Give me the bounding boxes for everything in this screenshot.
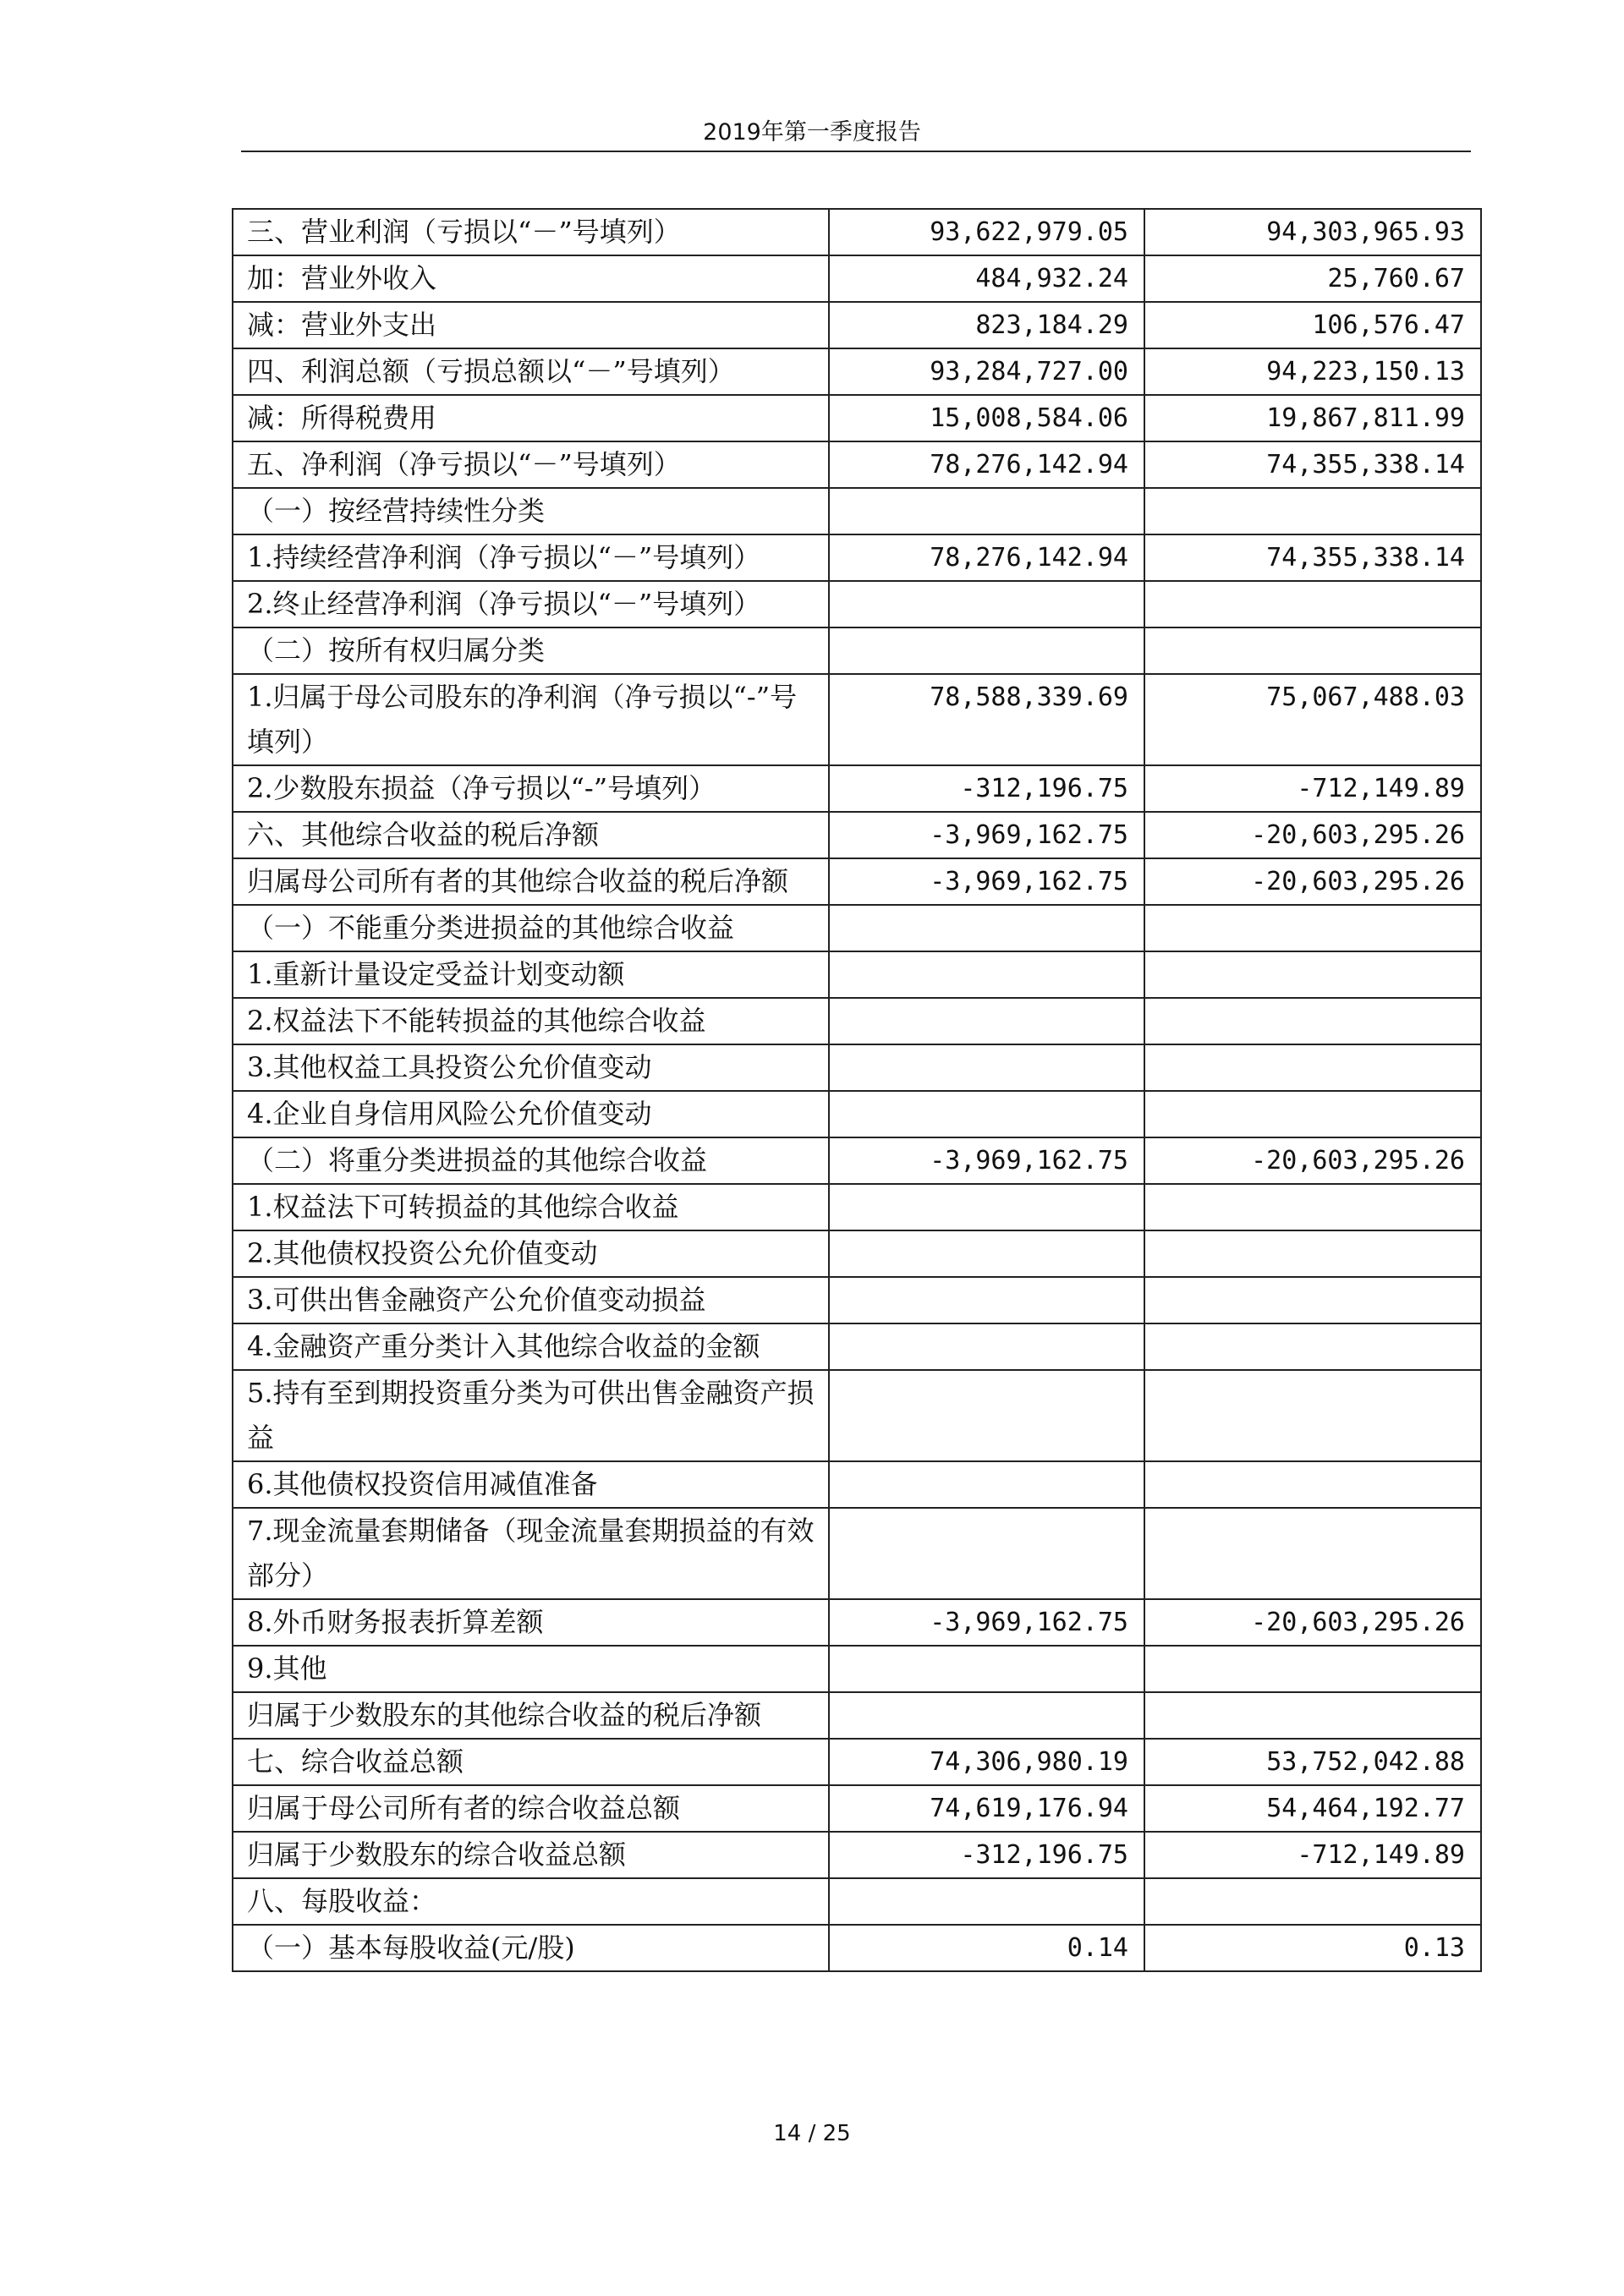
current-period-value xyxy=(829,1508,1144,1599)
table-row xyxy=(233,1277,1481,1323)
table-row xyxy=(233,951,1481,998)
row-label: 3.其他权益工具投资公允价值变动 xyxy=(233,1044,829,1091)
income-statement-table xyxy=(232,208,1482,1972)
row-label: 减：所得税费用 xyxy=(233,395,829,441)
row-label: 归属于少数股东的其他综合收益的税后净额 xyxy=(233,1692,829,1739)
row-label: 2.终止经营净利润（净亏损以“－”号填列） xyxy=(233,581,829,627)
prior-period-value xyxy=(1144,488,1481,534)
current-period-value xyxy=(829,1277,1144,1323)
row-label: 5.持有至到期投资重分类为可供出售金融资产损益 xyxy=(233,1370,829,1461)
table-row xyxy=(233,674,1481,765)
table-row xyxy=(233,534,1481,581)
prior-period-value xyxy=(1144,951,1481,998)
row-label: 2.其他债权投资公允价值变动 xyxy=(233,1230,829,1277)
current-period-value xyxy=(829,1646,1144,1692)
page-number: 14 / 25 xyxy=(773,2121,851,2146)
table-row xyxy=(233,858,1481,905)
prior-period-value: 19,867,811.99 xyxy=(1144,395,1481,441)
current-period-value xyxy=(829,1461,1144,1508)
row-label: 8.外币财务报表折算差额 xyxy=(233,1599,829,1646)
row-label: 归属母公司所有者的其他综合收益的税后净额 xyxy=(233,858,829,905)
row-label: 归属于少数股东的综合收益总额 xyxy=(233,1832,829,1878)
table-row xyxy=(233,1184,1481,1230)
current-period-value xyxy=(829,581,1144,627)
prior-period-value xyxy=(1144,1091,1481,1137)
current-period-value: 78,588,339.69 xyxy=(829,674,1144,765)
table-row xyxy=(233,1646,1481,1692)
table-row xyxy=(233,395,1481,441)
prior-period-value: -20,603,295.26 xyxy=(1144,1137,1481,1184)
current-period-value xyxy=(829,1878,1144,1925)
prior-period-value: -20,603,295.26 xyxy=(1144,812,1481,858)
current-period-value xyxy=(829,1044,1144,1091)
row-label: 四、利润总额（亏损总额以“－”号填列） xyxy=(233,348,829,395)
current-period-value: 78,276,142.94 xyxy=(829,534,1144,581)
prior-period-value xyxy=(1144,1692,1481,1739)
prior-period-value: 74,355,338.14 xyxy=(1144,534,1481,581)
prior-period-value xyxy=(1144,905,1481,951)
prior-period-value xyxy=(1144,998,1481,1044)
prior-period-value: -712,149.89 xyxy=(1144,1832,1481,1878)
table-row xyxy=(233,255,1481,302)
row-label: 1.持续经营净利润（净亏损以“－”号填列） xyxy=(233,534,829,581)
table-row xyxy=(233,348,1481,395)
page-header-title: 2019年第一季度报告 xyxy=(703,119,921,145)
current-period-value: 74,306,980.19 xyxy=(829,1739,1144,1785)
current-period-value xyxy=(829,1230,1144,1277)
table-row xyxy=(233,1370,1481,1461)
header-rule xyxy=(241,151,1471,152)
current-period-value xyxy=(829,627,1144,674)
row-label: （一）基本每股收益(元/股) xyxy=(233,1925,829,1971)
table-row xyxy=(233,1832,1481,1878)
prior-period-value: 94,303,965.93 xyxy=(1144,209,1481,255)
prior-period-value xyxy=(1144,1230,1481,1277)
table-row xyxy=(233,905,1481,951)
current-period-value: 15,008,584.06 xyxy=(829,395,1144,441)
table-row xyxy=(233,812,1481,858)
row-label: 6.其他债权投资信用减值准备 xyxy=(233,1461,829,1508)
prior-period-value: 106,576.47 xyxy=(1144,302,1481,348)
row-label: 4.金融资产重分类计入其他综合收益的金额 xyxy=(233,1323,829,1370)
row-label: 1.归属于母公司股东的净利润（净亏损以“-”号填列） xyxy=(233,674,829,765)
current-period-value: 0.14 xyxy=(829,1925,1144,1971)
table-row xyxy=(233,488,1481,534)
prior-period-value xyxy=(1144,627,1481,674)
row-label: 9.其他 xyxy=(233,1646,829,1692)
table-row xyxy=(233,1137,1481,1184)
current-period-value: 484,932.24 xyxy=(829,255,1144,302)
row-label: 2.少数股东损益（净亏损以“-”号填列） xyxy=(233,765,829,812)
row-label: （二）将重分类进损益的其他综合收益 xyxy=(233,1137,829,1184)
prior-period-value: 0.13 xyxy=(1144,1925,1481,1971)
prior-period-value: -20,603,295.26 xyxy=(1144,1599,1481,1646)
row-label: 1.重新计量设定受益计划变动额 xyxy=(233,951,829,998)
row-label: （一）按经营持续性分类 xyxy=(233,488,829,534)
current-period-value: 93,284,727.00 xyxy=(829,348,1144,395)
prior-period-value xyxy=(1144,1878,1481,1925)
table-row xyxy=(233,302,1481,348)
current-period-value xyxy=(829,1370,1144,1461)
prior-period-value: -20,603,295.26 xyxy=(1144,858,1481,905)
table-row xyxy=(233,1599,1481,1646)
row-label: （一）不能重分类进损益的其他综合收益 xyxy=(233,905,829,951)
current-period-value: -312,196.75 xyxy=(829,1832,1144,1878)
current-period-value: 93,622,979.05 xyxy=(829,209,1144,255)
row-label: 六、其他综合收益的税后净额 xyxy=(233,812,829,858)
prior-period-value: 74,355,338.14 xyxy=(1144,441,1481,488)
row-label: 三、营业利润（亏损以“－”号填列） xyxy=(233,209,829,255)
current-period-value: -3,969,162.75 xyxy=(829,812,1144,858)
current-period-value xyxy=(829,998,1144,1044)
row-label: 五、净利润（净亏损以“－”号填列） xyxy=(233,441,829,488)
prior-period-value xyxy=(1144,1184,1481,1230)
current-period-value xyxy=(829,905,1144,951)
table-row xyxy=(233,1230,1481,1277)
current-period-value: -3,969,162.75 xyxy=(829,1137,1144,1184)
prior-period-value xyxy=(1144,1508,1481,1599)
prior-period-value xyxy=(1144,1646,1481,1692)
prior-period-value: 94,223,150.13 xyxy=(1144,348,1481,395)
prior-period-value xyxy=(1144,581,1481,627)
prior-period-value xyxy=(1144,1277,1481,1323)
table-row xyxy=(233,1091,1481,1137)
table-row xyxy=(233,627,1481,674)
row-label: 归属于母公司所有者的综合收益总额 xyxy=(233,1785,829,1832)
prior-period-value xyxy=(1144,1044,1481,1091)
table-row xyxy=(233,1925,1481,1971)
table-row xyxy=(233,1739,1481,1785)
row-label: 4.企业自身信用风险公允价值变动 xyxy=(233,1091,829,1137)
table-row xyxy=(233,1785,1481,1832)
row-label: 加：营业外收入 xyxy=(233,255,829,302)
row-label: 7.现金流量套期储备（现金流量套期损益的有效部分） xyxy=(233,1508,829,1599)
prior-period-value xyxy=(1144,1370,1481,1461)
table-row xyxy=(233,1044,1481,1091)
current-period-value: -3,969,162.75 xyxy=(829,1599,1144,1646)
row-label: 1.权益法下可转损益的其他综合收益 xyxy=(233,1184,829,1230)
table-row xyxy=(233,998,1481,1044)
table-row xyxy=(233,765,1481,812)
current-period-value xyxy=(829,488,1144,534)
table-row xyxy=(233,1508,1481,1599)
row-label: 3.可供出售金融资产公允价值变动损益 xyxy=(233,1277,829,1323)
row-label: 八、每股收益： xyxy=(233,1878,829,1925)
current-period-value xyxy=(829,1692,1144,1739)
table-row xyxy=(233,1323,1481,1370)
prior-period-value: 54,464,192.77 xyxy=(1144,1785,1481,1832)
row-label: 七、综合收益总额 xyxy=(233,1739,829,1785)
current-period-value: -3,969,162.75 xyxy=(829,858,1144,905)
current-period-value xyxy=(829,1184,1144,1230)
table-row xyxy=(233,581,1481,627)
prior-period-value xyxy=(1144,1323,1481,1370)
row-label: 2.权益法下不能转损益的其他综合收益 xyxy=(233,998,829,1044)
table-row xyxy=(233,441,1481,488)
current-period-value xyxy=(829,951,1144,998)
current-period-value: -312,196.75 xyxy=(829,765,1144,812)
table-row xyxy=(233,1461,1481,1508)
table-body xyxy=(233,209,1481,1971)
table-row xyxy=(233,1692,1481,1739)
prior-period-value: 53,752,042.88 xyxy=(1144,1739,1481,1785)
current-period-value: 78,276,142.94 xyxy=(829,441,1144,488)
current-period-value: 823,184.29 xyxy=(829,302,1144,348)
row-label: （二）按所有权归属分类 xyxy=(233,627,829,674)
table-row xyxy=(233,209,1481,255)
prior-period-value: 75,067,488.03 xyxy=(1144,674,1481,765)
table-row xyxy=(233,1878,1481,1925)
current-period-value: 74,619,176.94 xyxy=(829,1785,1144,1832)
current-period-value xyxy=(829,1091,1144,1137)
prior-period-value: 25,760.67 xyxy=(1144,255,1481,302)
prior-period-value xyxy=(1144,1461,1481,1508)
row-label: 减：营业外支出 xyxy=(233,302,829,348)
prior-period-value: -712,149.89 xyxy=(1144,765,1481,812)
current-period-value xyxy=(829,1323,1144,1370)
